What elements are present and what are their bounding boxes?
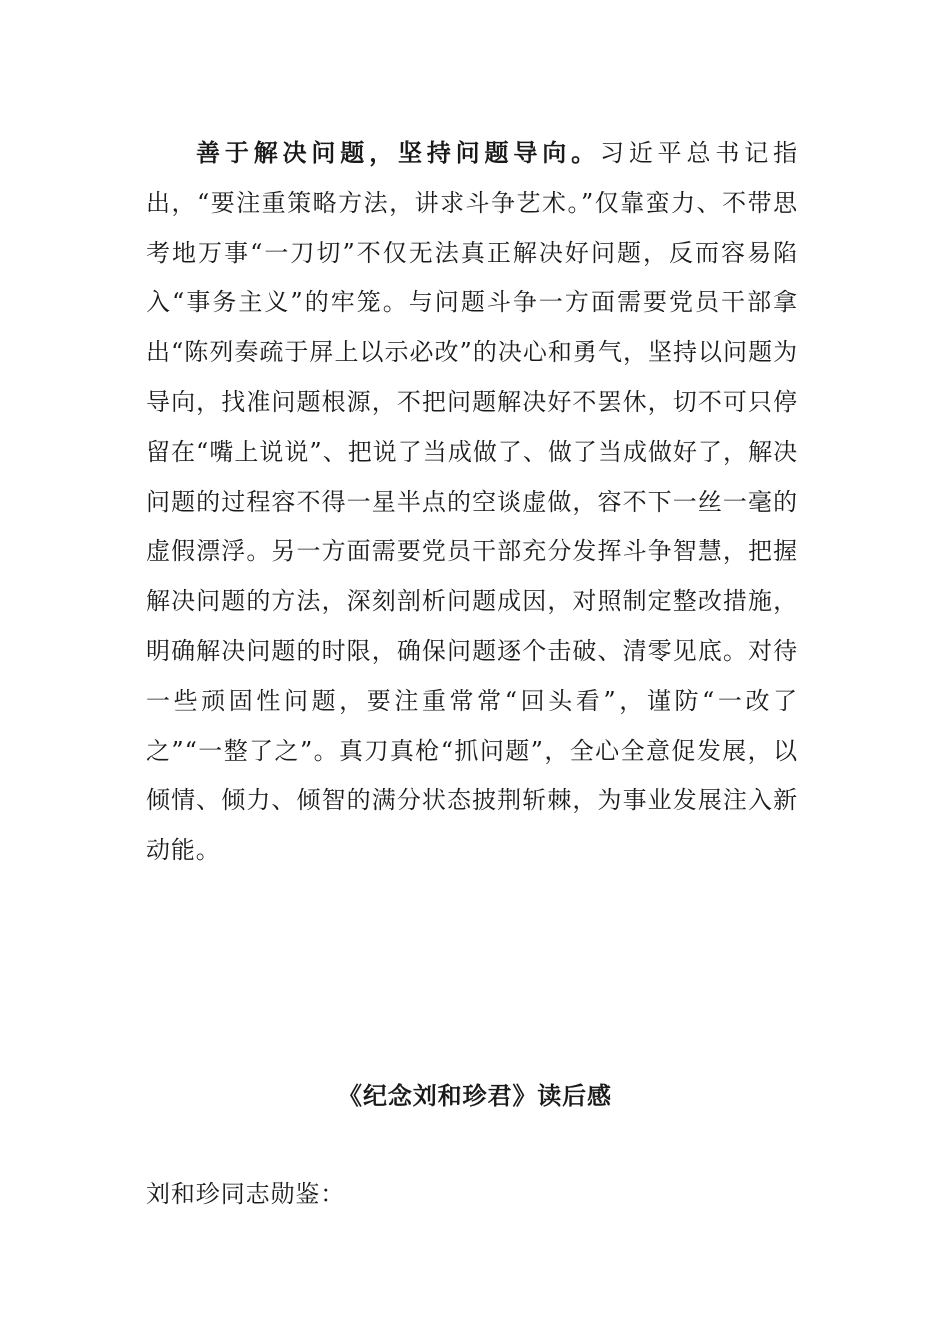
section-title: 《纪念刘和珍君》读后感 [338,1081,612,1110]
salutation: 刘和珍同志勋鉴： [146,1180,346,1208]
paragraph-body: 习近平总书记指出，“要注重策略方法，讲求斗争艺术。”仅靠蛮力、不带思考地万事“一刀切”不仅无法真正解决好问题，反而容易陷入“事务主义”的牢笼。与问题斗争一方面需要党员干部拿出“陈列奏疏于屏上以示必改”的决心和勇气，坚持以问题为导向，找准问题根源，不把问题解决好不罢休，切不可只停留在“嘴上说说”、把说了当成做了、做了当成做好了，解决问题的过程容不得一星半点的空谈虚做，容不下一丝一毫的虚假漂浮。另一方面需要党员干部充分发挥斗争智慧，把握解决问题的方法，深刻剖析问题成因，对照制定整改措施，明确解决问题的时限，确保问题逐个击破、清零见底。对待一些顽固性问题，要注重常常“回头看”，谨防“一改了之”“一整了之”。真刀真枪“抓问题”，全心全意促发展，以倾情、倾力、倾智的满分状态披荆斩棘，为事业发展注入新动能。 [146,139,798,865]
article-paragraph [146,128,798,876]
paragraph-lead: 善于解决问题，坚持问题导向。 [196,138,600,167]
